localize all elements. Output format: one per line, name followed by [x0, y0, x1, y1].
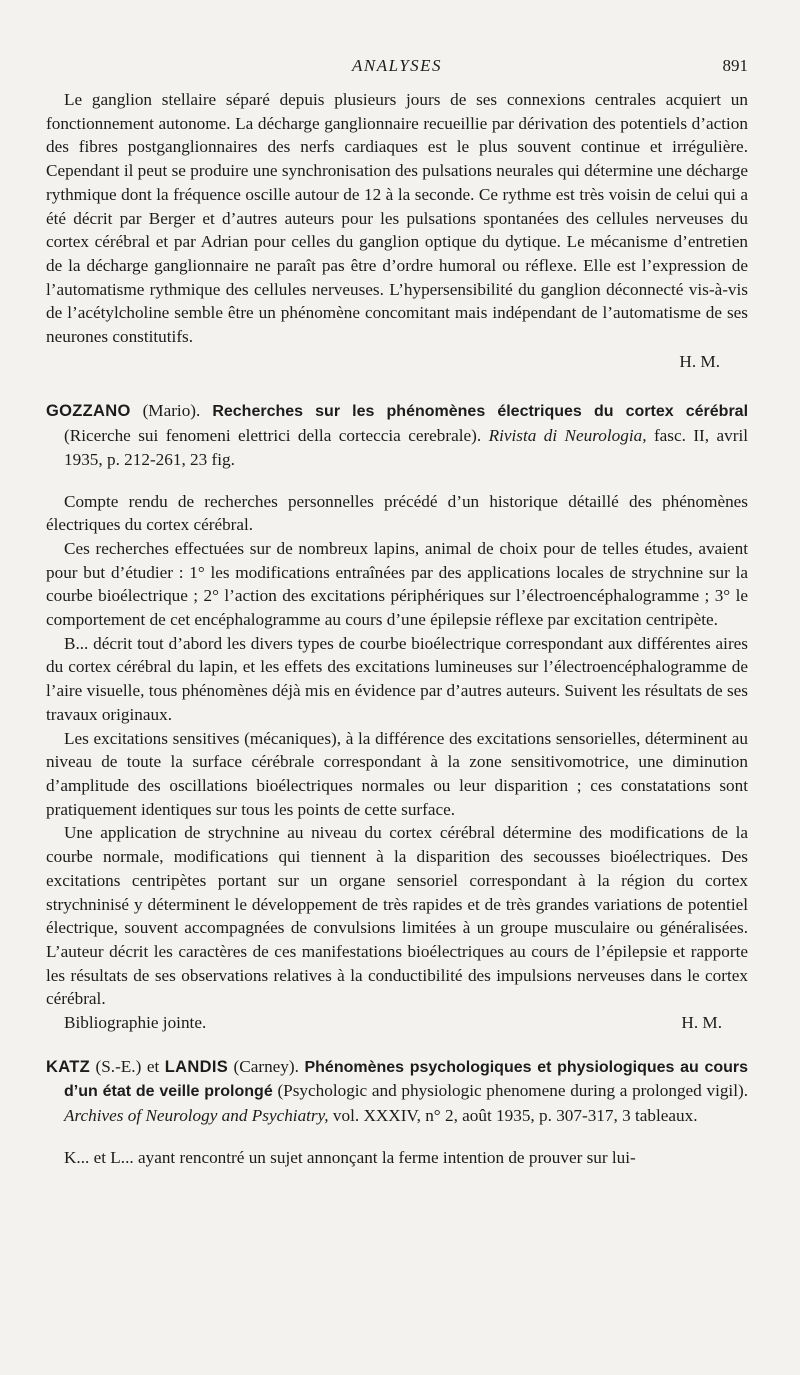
review3-title-translation: (Psychologic and physiologic phenomene during a prolonged vigil).: [277, 1081, 749, 1101]
review2-paragraph-3: B... décrit tout d’abord les divers types de courbe bioélectrique correspondant aux différentes aires du cortex cérébral du lapin, et les effets des excitations lumineuses sur l’électroencéphalogramme de l’aire visuelle, tous phénomènes déjà mis en évidence par d’autres auteurs. Suivent les résultats de ses travaux originaux.: [46, 633, 748, 724]
page-number: 891: [722, 56, 748, 75]
review3-journal: Archives of Neurology and Psychiatry,: [64, 1106, 329, 1126]
review3-title: Phénomènes psychologiques et physiologiques au cours d’un état de veille prolongé: [64, 1058, 749, 1101]
running-header: [46, 56, 748, 82]
review2-heading: [46, 399, 748, 471]
review2-title-translation: (Ricerche sui fenomeni elettrici della corteccia cerebrale).: [64, 426, 482, 446]
review3-author-1: KATZ: [46, 1057, 90, 1076]
review2-journal: Rivista di Neurologia,: [488, 426, 647, 446]
review2-author-given: (Mario).: [142, 401, 201, 421]
review3-paragraph: K... et L... ayant rencontré un sujet annonçant la ferme intention de prouver sur lui-: [64, 1147, 636, 1167]
review3-author-1-given: (S.-E.): [95, 1056, 142, 1076]
review3-heading: [46, 1055, 748, 1128]
review2-author: GOZZANO: [46, 402, 131, 421]
review3-citation: vol. XXXIV, n° 2, août 1935, p. 307-317, 3 tableaux.: [332, 1106, 698, 1126]
review1-paragraph: Le ganglion stellaire séparé depuis plusieurs jours de ses connexions centrales acquiert un fonctionnement autonome. La décharge ganglionnaire recueillie par dérivation des potentiels d’action des fibres postganglionnaires des nerfs cardiaques est le plus souvent continue et irrégulière. Cependant il peut se produire une synchronisation des pulsations neurales qui détermine une décharge rythmique dont la fréquence oscille autour de 12 à la seconde. Ce rythme est très voisin de celui qui a été décrit par Berger et d’autres auteurs pour les pulsations spontanées des cellules nerveuses du cortex cérébral et par Adrian pour celles du ganglion optique du dytique. Le mécanisme d’entretien de la décharge ganglionnaire ne paraît pas être d’ordre humoral ou réflexe. Elle est l’expression de l’automatisme rythmique des cellules nerveuses. L’hypersensibilité du ganglion déconnecté vis-à-vis de l’acétylcholine semble être un phénomène concomitant mais indépendant de l’automatisme de ses neurones constitutifs.: [46, 90, 748, 347]
page-content: [46, 88, 748, 1170]
review2-bibliography: Bibliographie jointe.: [64, 1013, 207, 1033]
review2-citation: fasc. II, avril 1935, p. 212-261, 23 fig.: [64, 426, 748, 469]
review2-paragraph-4: Les excitations sensitives (mécaniques), à la différence des excitations sensorielles, déterminent au niveau de toute la surface cérébrale correspondant à la zone sensitivomotrice, une diminution d’amplitude des oscillations bioélectriques normales ou leur disparition ; ces constatations sont pratiquement identiques sur tous les points de cette surface.: [46, 728, 748, 819]
review1-signature: H. M.: [679, 351, 720, 371]
review2-paragraph-2: Ces recherches effectuées sur de nombreux lapins, animal de choix pour de telles études, avaient pour but d’étudier : 1° les modifications entraînées par des applications locales de strychnine sur la courbe bioélectrique ; 2° l’action des excitations périphériques sur l’électroencéphalogramme ; 3° le comportement de cet encéphalogramme au cours d’une épilepsie réflexe par excitation centripète.: [46, 538, 748, 630]
review3-author-2: LANDIS: [164, 1057, 229, 1076]
review2-paragraph-5: Une application de strychnine au niveau du cortex cérébral détermine des modifications de la courbe normale, modifications qui tiennent à la disparition des secousses bioélectriques. Des excitations centripètes portant sur un organe sensoriel correspondant à la région du cortex strychninisé y déterminent le développement de très rapides et de très grandes variations de potentiel électrique, souvent accompagnées de convulsions limitées à un groupe musculaire ou généralisées. L’auteur décrit les caractères de ces manifestations bioélectriques au cours de l’épilepsie et rapporte les résultats de ses observations relatives à la conductibilité des impulsions nerveuses dans le cortex cérébral.: [46, 823, 748, 1009]
review2-title: Recherches sur les phénomènes électriques du cortex cérébral: [212, 403, 749, 421]
running-title: ANALYSES: [351, 56, 443, 75]
review3-conjunction: et: [146, 1056, 160, 1076]
review2-paragraph-1: Compte rendu de recherches personnelles précédé d’un historique détaillé des phénomènes électriques du cortex cérébral.: [46, 491, 748, 535]
review3-author-2-given: (Carney).: [233, 1056, 299, 1076]
review2-footer: [46, 1011, 748, 1035]
review2-signature: H. M.: [681, 1013, 722, 1033]
